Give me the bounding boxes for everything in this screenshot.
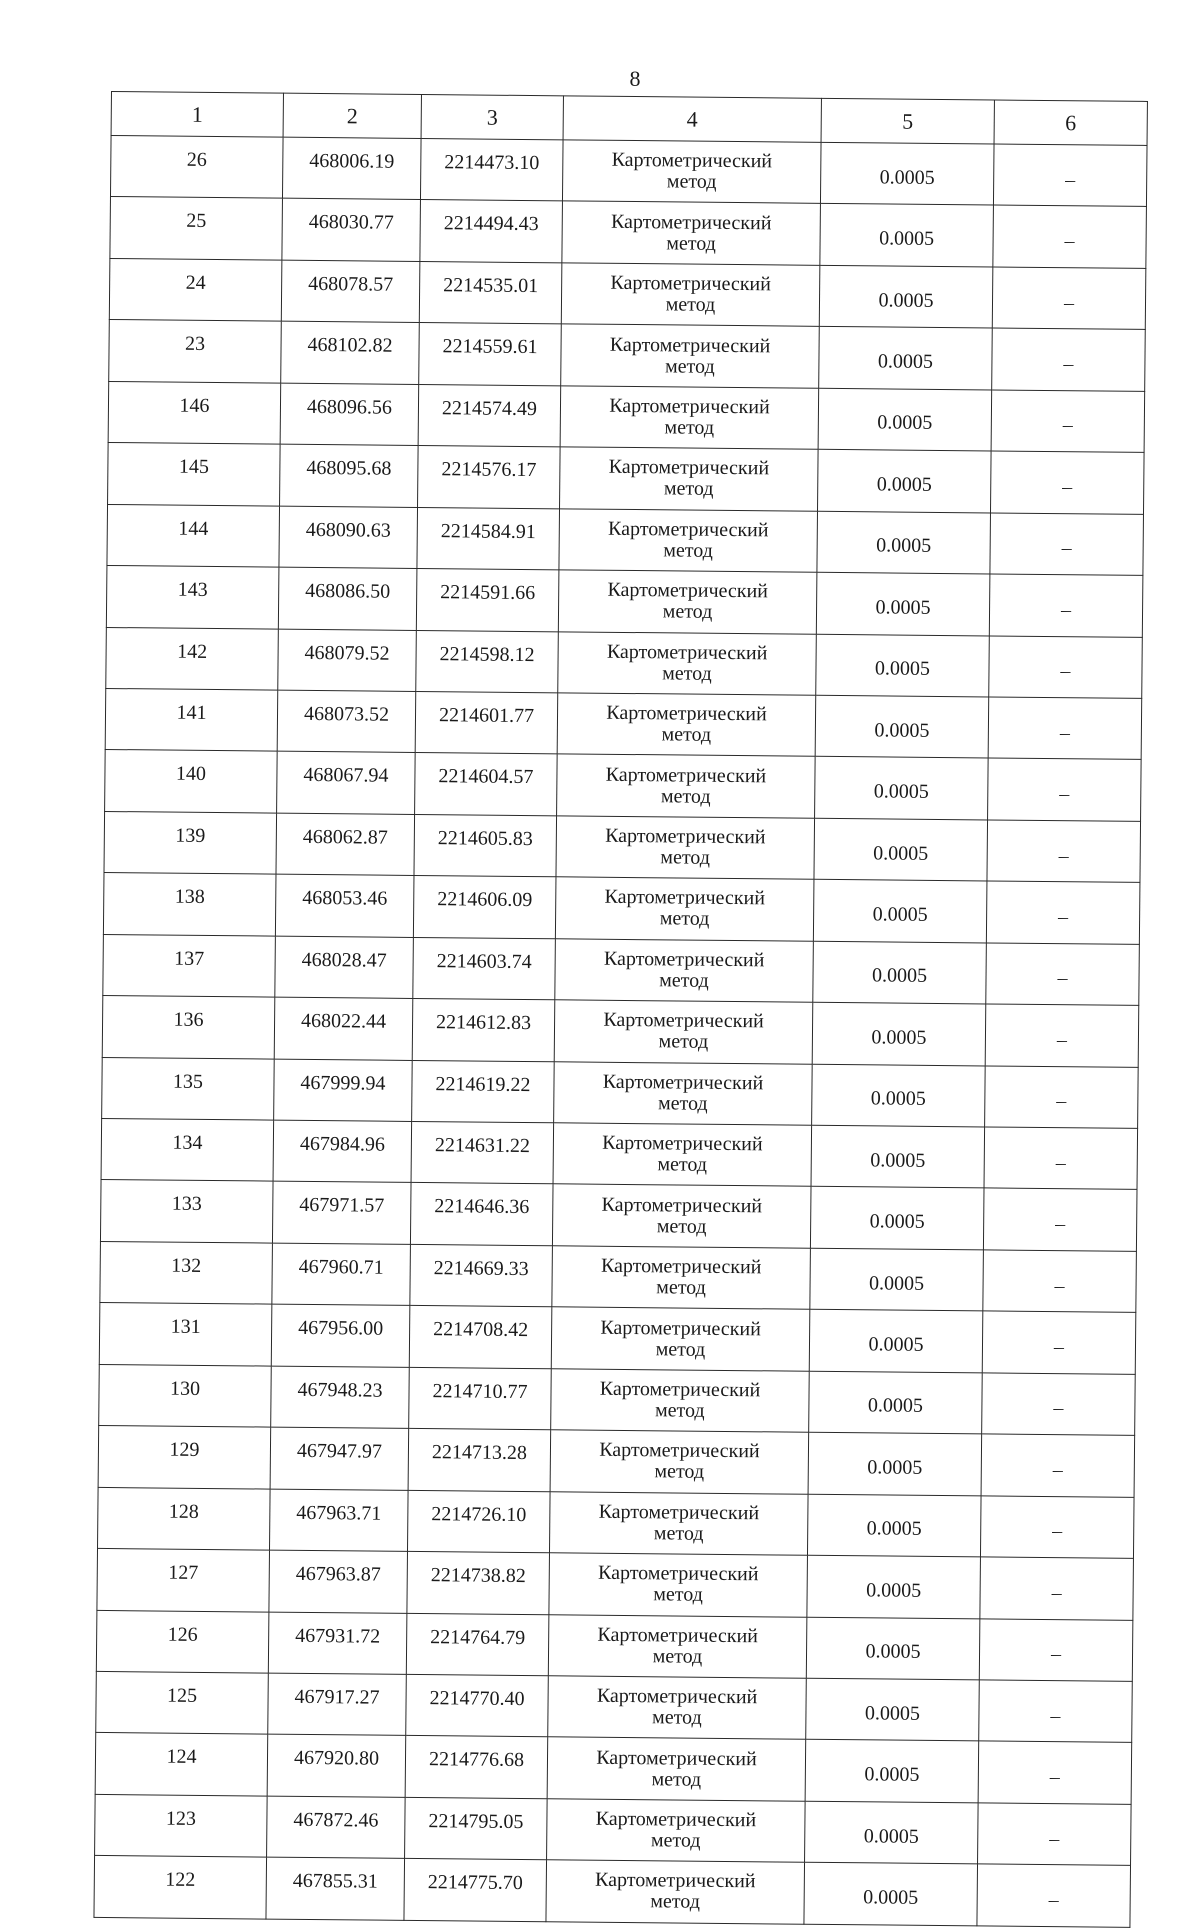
table-row bbox=[109, 320, 1146, 391]
accuracy-cell: 0.0005 bbox=[813, 941, 987, 1004]
method-line-2: метод bbox=[655, 1337, 706, 1361]
method-line-1: Картометрический bbox=[595, 1807, 757, 1832]
point-number-cell: 128 bbox=[98, 1487, 271, 1550]
coordinate-y-cell: 2214795.05 bbox=[405, 1797, 548, 1860]
point-number-cell: 132 bbox=[100, 1241, 273, 1304]
accuracy-cell: 0.0005 bbox=[806, 1617, 980, 1680]
coordinate-y-cell: 2214535.01 bbox=[419, 261, 562, 324]
method-cell bbox=[561, 263, 820, 327]
accuracy-cell: 0.0005 bbox=[810, 1248, 984, 1311]
method-line-2: метод bbox=[652, 1644, 703, 1668]
accuracy-cell: 0.0005 bbox=[812, 1002, 986, 1065]
coordinate-x-cell: 468028.47 bbox=[275, 936, 414, 999]
method-line-2: метод bbox=[653, 1522, 704, 1545]
coordinate-y-cell: 2214770.40 bbox=[406, 1674, 549, 1737]
note-cell: – bbox=[989, 635, 1143, 698]
method-line-1: Картометрический bbox=[595, 1869, 756, 1893]
method-line-2: метод bbox=[650, 1890, 701, 1914]
accuracy-cell: 0.0005 bbox=[808, 1432, 982, 1495]
method-line-1: Картометрический bbox=[610, 210, 772, 235]
accuracy-cell: 0.0005 bbox=[811, 1125, 985, 1188]
note-cell: – bbox=[980, 1557, 1134, 1620]
accuracy-cell: 0.0005 bbox=[812, 1064, 986, 1127]
method-line-2: метод bbox=[660, 846, 711, 869]
coordinate-x-cell: 468095.68 bbox=[280, 444, 419, 507]
coordinate-x-cell: 467917.27 bbox=[268, 1673, 407, 1736]
table-row bbox=[109, 258, 1146, 329]
method-cell bbox=[558, 631, 817, 695]
coordinate-x-cell: 468030.77 bbox=[282, 199, 421, 262]
coordinate-y-cell: 2214631.22 bbox=[411, 1121, 554, 1184]
coordinate-y-cell: 2214726.10 bbox=[407, 1490, 550, 1553]
method-line-1: Картометрический bbox=[601, 1193, 763, 1217]
note-cell: – bbox=[977, 1864, 1131, 1927]
note-cell: – bbox=[985, 1065, 1139, 1128]
coordinate-x-cell: 467963.71 bbox=[270, 1489, 409, 1552]
method-cell bbox=[557, 693, 816, 757]
method-line-2: метод bbox=[651, 1706, 702, 1729]
accuracy-cell: 0.0005 bbox=[810, 1187, 984, 1250]
note-cell: – bbox=[988, 697, 1142, 760]
coordinate-y-cell: 2214606.09 bbox=[413, 876, 556, 939]
table-row bbox=[95, 1733, 1132, 1804]
note-cell: – bbox=[992, 328, 1146, 391]
method-line-2: метод bbox=[657, 1153, 708, 1176]
coordinate-y-cell: 2214612.83 bbox=[412, 999, 555, 1062]
header-cell-5: 5 bbox=[821, 98, 994, 144]
accuracy-cell: 0.0005 bbox=[807, 1555, 981, 1618]
method-cell bbox=[549, 1553, 808, 1617]
header-cell-3: 3 bbox=[421, 94, 563, 139]
method-line-2: метод bbox=[659, 969, 709, 992]
method-line-2: метод bbox=[658, 1030, 709, 1054]
coordinate-x-cell: 467948.23 bbox=[271, 1366, 410, 1429]
method-line-1: Картометрический bbox=[600, 1254, 762, 1279]
coordinate-y-cell: 2214584.91 bbox=[417, 507, 560, 570]
method-line-1: Картометрический bbox=[609, 394, 770, 419]
point-number-cell: 142 bbox=[106, 627, 279, 690]
point-number-cell: 145 bbox=[108, 443, 281, 506]
coordinates-table-wrapper bbox=[93, 91, 1146, 1928]
method-line-1: Картометрический bbox=[599, 1377, 761, 1402]
table-row bbox=[100, 1241, 1137, 1312]
table-row bbox=[110, 136, 1147, 207]
point-number-cell: 123 bbox=[95, 1794, 268, 1857]
coordinate-x-cell: 468090.63 bbox=[279, 506, 418, 569]
point-number-cell: 138 bbox=[103, 873, 276, 936]
table-row bbox=[98, 1426, 1135, 1497]
table-row bbox=[107, 504, 1144, 575]
method-line-2: метод bbox=[666, 231, 716, 255]
method-line-1: Картометрический bbox=[603, 947, 765, 972]
method-line-1: Картометрический bbox=[605, 824, 766, 849]
coordinate-y-cell: 2214713.28 bbox=[408, 1429, 551, 1492]
method-line-1: Картометрический bbox=[602, 1131, 763, 1156]
table-row bbox=[106, 566, 1143, 637]
table-row bbox=[110, 197, 1147, 268]
coordinate-y-cell: 2214603.74 bbox=[413, 937, 556, 1000]
method-cell bbox=[551, 1369, 810, 1433]
coordinate-x-cell: 468078.57 bbox=[281, 260, 420, 323]
coordinate-x-cell: 467999.94 bbox=[274, 1059, 413, 1122]
point-number-cell: 146 bbox=[108, 381, 281, 444]
coordinate-y-cell: 2214605.83 bbox=[414, 814, 557, 877]
method-line-2: метод bbox=[663, 477, 714, 501]
method-line-1: Картометрический bbox=[608, 456, 770, 480]
accuracy-cell: 0.0005 bbox=[818, 388, 992, 451]
point-number-cell: 134 bbox=[101, 1118, 274, 1181]
note-cell: – bbox=[986, 943, 1140, 1006]
note-cell: – bbox=[978, 1741, 1132, 1804]
coordinate-y-cell: 2214669.33 bbox=[410, 1244, 553, 1307]
table-row bbox=[99, 1364, 1136, 1435]
method-line-2: метод bbox=[650, 1829, 701, 1852]
accuracy-cell: 0.0005 bbox=[815, 695, 989, 758]
coordinate-y-cell: 2214708.42 bbox=[409, 1306, 552, 1369]
method-line-2: метод bbox=[666, 170, 717, 194]
note-cell: – bbox=[992, 267, 1146, 330]
method-cell bbox=[553, 1123, 812, 1187]
method-cell bbox=[546, 1860, 805, 1924]
note-cell: – bbox=[980, 1496, 1134, 1559]
point-number-cell: 122 bbox=[94, 1856, 267, 1919]
coordinate-x-cell: 468086.50 bbox=[278, 567, 417, 630]
method-cell bbox=[554, 1000, 813, 1064]
coordinate-y-cell: 2214710.77 bbox=[409, 1367, 552, 1430]
point-number-cell: 24 bbox=[109, 258, 282, 321]
method-line-1: Картометрический bbox=[603, 1009, 764, 1033]
method-line-2: метод bbox=[665, 293, 716, 316]
accuracy-cell: 0.0005 bbox=[815, 757, 989, 820]
method-line-2: метод bbox=[660, 784, 711, 808]
accuracy-cell: 0.0005 bbox=[809, 1310, 983, 1373]
method-cell bbox=[561, 324, 820, 388]
table-row bbox=[103, 873, 1140, 944]
method-line-1: Картометрический bbox=[607, 517, 769, 542]
method-cell bbox=[555, 938, 814, 1002]
point-number-cell: 125 bbox=[96, 1671, 269, 1734]
table-row bbox=[99, 1303, 1136, 1374]
header-cell-6: 6 bbox=[994, 100, 1147, 145]
method-line-2: метод bbox=[651, 1767, 702, 1791]
coordinate-x-cell: 467960.71 bbox=[272, 1243, 411, 1306]
method-line-2: метод bbox=[654, 1460, 705, 1484]
method-cell bbox=[562, 201, 821, 265]
note-cell: – bbox=[979, 1680, 1133, 1743]
method-cell bbox=[550, 1430, 809, 1494]
note-cell: – bbox=[990, 451, 1144, 514]
coordinate-y-cell: 2214598.12 bbox=[416, 630, 559, 693]
table-row bbox=[103, 934, 1140, 1005]
note-cell: – bbox=[978, 1803, 1132, 1866]
method-cell bbox=[554, 1061, 813, 1125]
coordinate-x-cell: 468073.52 bbox=[277, 690, 416, 753]
accuracy-cell: 0.0005 bbox=[806, 1678, 980, 1741]
table-row bbox=[97, 1549, 1134, 1620]
accuracy-cell: 0.0005 bbox=[805, 1801, 979, 1864]
coordinates-table bbox=[93, 91, 1147, 1928]
coordinate-x-cell: 467963.87 bbox=[269, 1550, 408, 1613]
accuracy-cell: 0.0005 bbox=[819, 265, 993, 328]
method-line-2: метод bbox=[656, 1276, 706, 1299]
note-cell: – bbox=[991, 390, 1145, 453]
table-row bbox=[105, 750, 1142, 821]
method-cell bbox=[559, 508, 818, 572]
coordinate-x-cell: 467956.00 bbox=[271, 1304, 410, 1367]
method-cell bbox=[547, 1737, 806, 1801]
point-number-cell: 144 bbox=[107, 504, 280, 567]
method-line-1: Картометрический bbox=[604, 886, 766, 910]
accuracy-cell: 0.0005 bbox=[814, 818, 988, 881]
coordinate-x-cell: 468067.94 bbox=[277, 752, 416, 815]
accuracy-cell: 0.0005 bbox=[809, 1371, 983, 1434]
coordinate-x-cell: 467984.96 bbox=[273, 1120, 412, 1183]
method-cell bbox=[549, 1491, 808, 1555]
method-line-1: Картометрический bbox=[599, 1439, 760, 1463]
note-cell: – bbox=[983, 1250, 1137, 1313]
method-line-2: метод bbox=[662, 600, 713, 624]
method-cell bbox=[560, 447, 819, 511]
point-number-cell: 23 bbox=[109, 320, 282, 383]
coordinate-y-cell: 2214619.22 bbox=[412, 1060, 555, 1123]
table-row bbox=[108, 443, 1145, 514]
point-number-cell: 126 bbox=[96, 1610, 269, 1673]
method-cell bbox=[557, 754, 816, 818]
method-cell bbox=[548, 1614, 807, 1678]
method-cell bbox=[547, 1799, 806, 1863]
accuracy-cell: 0.0005 bbox=[818, 449, 992, 512]
method-line-2: метод bbox=[653, 1583, 703, 1607]
accuracy-cell: 0.0005 bbox=[807, 1494, 981, 1557]
note-cell: – bbox=[981, 1434, 1135, 1497]
accuracy-cell: 0.0005 bbox=[816, 634, 990, 697]
method-line-1: Картометрический bbox=[606, 701, 767, 726]
accuracy-cell: 0.0005 bbox=[805, 1740, 979, 1803]
method-line-1: Картометрический bbox=[605, 763, 767, 787]
method-line-2: метод bbox=[654, 1399, 705, 1422]
method-line-1: Картометрический bbox=[596, 1746, 757, 1770]
note-cell: – bbox=[989, 574, 1143, 637]
note-cell: – bbox=[984, 1127, 1138, 1190]
coordinate-x-cell: 468079.52 bbox=[278, 629, 417, 692]
method-cell bbox=[548, 1676, 807, 1740]
note-cell: – bbox=[986, 881, 1140, 944]
method-line-1: Картометрический bbox=[610, 271, 771, 296]
method-cell bbox=[556, 816, 815, 880]
method-line-2: метод bbox=[661, 723, 712, 746]
table-row bbox=[104, 811, 1141, 882]
table-row bbox=[102, 996, 1139, 1067]
point-number-cell: 135 bbox=[102, 1057, 275, 1120]
method-cell bbox=[551, 1307, 810, 1371]
note-cell: – bbox=[982, 1311, 1136, 1374]
header-cell-4: 4 bbox=[563, 96, 821, 142]
method-line-2: метод bbox=[664, 354, 715, 378]
page-number: 8 bbox=[629, 66, 641, 91]
coordinate-x-cell: 468053.46 bbox=[275, 874, 414, 937]
point-number-cell: 124 bbox=[95, 1733, 268, 1796]
coordinate-y-cell: 2214494.43 bbox=[420, 200, 563, 263]
note-cell: – bbox=[982, 1373, 1136, 1436]
note-cell: – bbox=[993, 144, 1147, 207]
method-cell bbox=[552, 1184, 811, 1248]
coordinate-x-cell: 467872.46 bbox=[267, 1796, 406, 1859]
method-cell bbox=[558, 570, 817, 634]
table-row bbox=[96, 1610, 1133, 1681]
method-cell bbox=[560, 386, 819, 450]
method-line-2: метод bbox=[656, 1214, 707, 1238]
note-cell: – bbox=[990, 513, 1144, 576]
method-line-1: Картометрический bbox=[596, 1684, 758, 1709]
point-number-cell: 139 bbox=[104, 811, 277, 874]
table-row bbox=[101, 1118, 1138, 1189]
coordinate-y-cell: 2214601.77 bbox=[415, 691, 558, 754]
note-cell: – bbox=[987, 820, 1141, 883]
coordinate-x-cell: 468096.56 bbox=[280, 383, 419, 446]
table-row bbox=[106, 627, 1143, 698]
table-row bbox=[98, 1487, 1135, 1558]
point-number-cell: 136 bbox=[102, 996, 275, 1059]
method-line-2: метод bbox=[663, 539, 714, 562]
point-number-cell: 137 bbox=[103, 934, 276, 997]
note-cell: – bbox=[993, 205, 1147, 268]
accuracy-cell: 0.0005 bbox=[813, 880, 987, 943]
accuracy-cell: 0.0005 bbox=[820, 142, 994, 205]
header-cell-2: 2 bbox=[283, 93, 421, 138]
accuracy-cell: 0.0005 bbox=[816, 572, 990, 635]
coordinate-x-cell: 467947.97 bbox=[270, 1427, 409, 1490]
note-cell: – bbox=[979, 1618, 1133, 1681]
method-line-1: Картометрический bbox=[609, 333, 771, 357]
method-line-2: метод bbox=[662, 662, 712, 685]
point-number-cell: 130 bbox=[99, 1364, 272, 1427]
coordinate-y-cell: 2214775.70 bbox=[404, 1859, 547, 1922]
method-cell bbox=[555, 877, 814, 941]
coordinate-x-cell: 468022.44 bbox=[274, 997, 413, 1060]
method-line-1: Картометрический bbox=[597, 1562, 759, 1586]
coordinate-y-cell: 2214604.57 bbox=[415, 753, 558, 816]
coordinate-y-cell: 2214591.66 bbox=[416, 569, 559, 632]
note-cell: – bbox=[983, 1188, 1137, 1251]
note-cell: – bbox=[985, 1004, 1139, 1067]
accuracy-cell: 0.0005 bbox=[817, 511, 991, 574]
coordinate-x-cell: 468062.87 bbox=[276, 813, 415, 876]
coordinate-x-cell: 467855.31 bbox=[266, 1857, 405, 1920]
coordinate-x-cell: 467931.72 bbox=[268, 1612, 407, 1675]
coordinate-y-cell: 2214764.79 bbox=[406, 1613, 549, 1676]
accuracy-cell: 0.0005 bbox=[804, 1862, 978, 1925]
accuracy-cell: 0.0005 bbox=[820, 204, 994, 267]
table-row bbox=[100, 1180, 1137, 1251]
table-row bbox=[108, 381, 1145, 452]
coordinate-y-cell: 2214776.68 bbox=[405, 1736, 548, 1799]
coordinate-y-cell: 2214473.10 bbox=[420, 138, 563, 201]
method-line-1: Картометрический bbox=[597, 1623, 759, 1647]
method-line-2: метод bbox=[657, 1092, 708, 1115]
point-number-cell: 141 bbox=[105, 688, 278, 751]
point-number-cell: 25 bbox=[110, 197, 283, 260]
coordinate-x-cell: 467920.80 bbox=[267, 1734, 406, 1797]
method-line-1: Картометрический bbox=[606, 640, 768, 665]
method-line-2: метод bbox=[664, 416, 715, 439]
point-number-cell: 133 bbox=[100, 1180, 273, 1243]
method-cell bbox=[562, 140, 821, 204]
point-number-cell: 131 bbox=[99, 1303, 272, 1366]
point-number-cell: 140 bbox=[105, 750, 278, 813]
table-row bbox=[95, 1794, 1132, 1865]
accuracy-cell: 0.0005 bbox=[819, 327, 993, 390]
coordinate-y-cell: 2214646.36 bbox=[410, 1183, 553, 1246]
coordinate-y-cell: 2214574.49 bbox=[418, 384, 561, 447]
table-row bbox=[96, 1671, 1133, 1742]
coordinate-x-cell: 467971.57 bbox=[272, 1182, 411, 1245]
header-cell-1: 1 bbox=[111, 92, 283, 138]
point-number-cell: 129 bbox=[98, 1426, 271, 1489]
point-number-cell: 127 bbox=[97, 1549, 270, 1612]
coordinate-y-cell: 2214738.82 bbox=[407, 1551, 550, 1614]
method-line-2: метод bbox=[659, 907, 710, 931]
method-line-1: Картометрический bbox=[602, 1070, 764, 1095]
method-line-1: Картометрический bbox=[598, 1500, 760, 1525]
table-row bbox=[102, 1057, 1139, 1128]
coordinate-x-cell: 468006.19 bbox=[282, 137, 421, 200]
method-cell bbox=[552, 1246, 811, 1310]
point-number-cell: 143 bbox=[106, 566, 279, 629]
method-line-1: Картометрический bbox=[607, 579, 769, 603]
method-line-1: Картометрический bbox=[600, 1316, 761, 1340]
coordinate-y-cell: 2214576.17 bbox=[418, 446, 561, 509]
coordinate-x-cell: 468102.82 bbox=[281, 321, 420, 384]
point-number-cell: 26 bbox=[110, 136, 283, 199]
method-line-1: Картометрический bbox=[611, 149, 773, 173]
table-row bbox=[94, 1856, 1131, 1927]
table-row bbox=[105, 688, 1142, 759]
coordinate-y-cell: 2214559.61 bbox=[419, 323, 562, 386]
note-cell: – bbox=[988, 758, 1142, 821]
